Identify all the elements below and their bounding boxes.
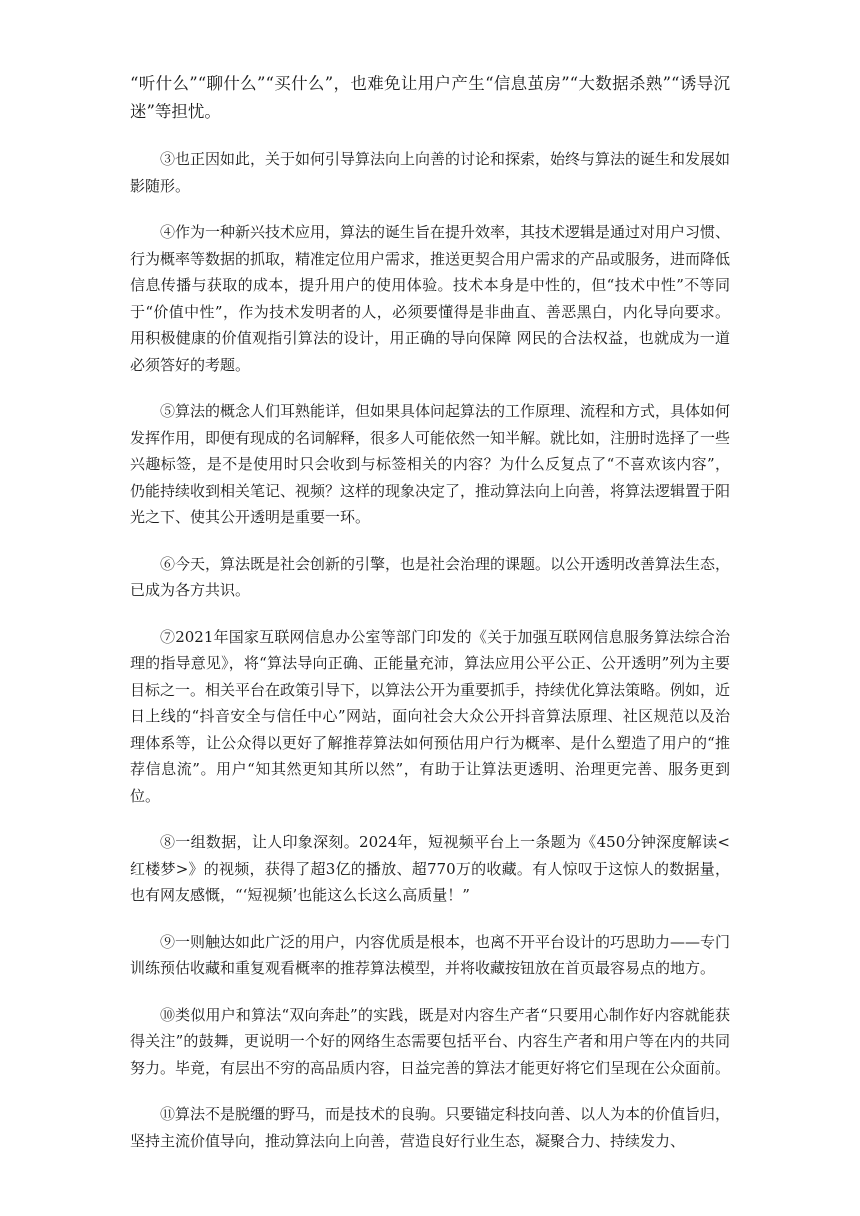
paragraph-11: ⑪算法不是脱缰的野马，而是技术的良驹。只要锚定科技向善、以人为本的价值旨归，坚持主流价值导向，推动算法向上向善，营造良好行业生态，凝聚合力、持续发力、	[130, 1105, 731, 1150]
paragraph-10: ⑩类似用户和算法“双向奔赴”的实践，既是对内容生产者“只要用心制作好内容就能获得关注”的鼓舞，更说明一个好的网络生态需要包括平台、内容生产者和用户等在内的共同努力。毕竟，有层出不穷的高品质内容，日益完善的算法才能更好将它们呈现在公众面前。	[130, 1005, 731, 1077]
paragraph-9: ⑨一则触达如此广泛的用户，内容优质是根本，也离不开平台设计的巧思助力——专门训练预估收藏和重复观看概率的推荐算法模型，并将收藏按钮放在首页最容易点的地方。	[130, 932, 731, 977]
paragraph-7: ⑦2021年国家互联网信息办公室等部门印发的《关于加强互联网信息服务算法综合治理的指导意见》，将“算法导向正确、正能量充沛，算法应用公平公正、公开透明”列为主要目标之一。相关平台在政策引导下，以算法公开为重要抓手，持续优化算法策略。例如，近日上线的“抖音安全与信任中心”网站，面向社会大众公开抖音算法原理、社区规范以及治理体系等，让公众得以更好了解推荐算法如何预估用户行为概率、是什么塑造了用户的“推荐信息流”。用户“知其然更知其所以然”，有助于让算法更透明、治理更完善、服务更到位。	[130, 627, 731, 805]
paragraph-5: ⑤算法的概念人们耳熟能详，但如果具体问起算法的工作原理、流程和方式，具体如何发挥作用，即便有现成的名词解释，很多人可能依然一知半解。就比如，注册时选择了一些兴趣标签，是不是使用时只会收到与标签相关的内容？为什么反复点了“不喜欢该内容”，仍能持续收到相关笔记、视频？这样的现象决定了，推动算法向上向善，将算法逻辑置于阳光之下、使其公开透明是重要一环。	[130, 402, 731, 526]
paragraph-6: ⑥今天，算法既是社会创新的引擎，也是社会治理的课题。以公开透明改善算法生态，已成为各方共识。	[130, 554, 731, 599]
document-page	[130, 70, 730, 1174]
paragraph-1: “听什么”“聊什么”“买什么”，也难免让用户产生“信息茧房”“大数据杀熟”“诱导沉迷”等担忧。	[130, 74, 730, 121]
paragraph-4: ④作为一种新兴技术应用，算法的诞生旨在提升效率，其技术逻辑是通过对用户习惯、行为概率等数据的抓取，精准定位用户需求，推送更契合用户需求的产品或服务，进而降低信息传播与获取的成本，提升用户的使用体验。技术本身是中性的，但“技术中性”不等同于“价值中性”，作为技术发明者的人，必须要懂得是非曲直、善恶黑白，内化导向要求。用积极健康的价值观指引算法的设计，用正确的导向保障 网民的合法权益，也就成为一道必须答好的考题。	[130, 223, 731, 374]
paragraph-8: ⑧一组数据，让人印象深刻。2024年，短视频平台上一条题为《450分钟深度解读<红楼梦>》的视频，获得了超3亿的播放、超770万的收藏。有人惊叹于这惊人的数据量，也有网友感慨，“‘短视频’也能这么长这么高质量！”	[130, 833, 730, 904]
paragraph-3: ③也正因如此，关于如何引导算法向上向善的讨论和探索，始终与算法的诞生和发展如影随形。	[130, 150, 731, 195]
